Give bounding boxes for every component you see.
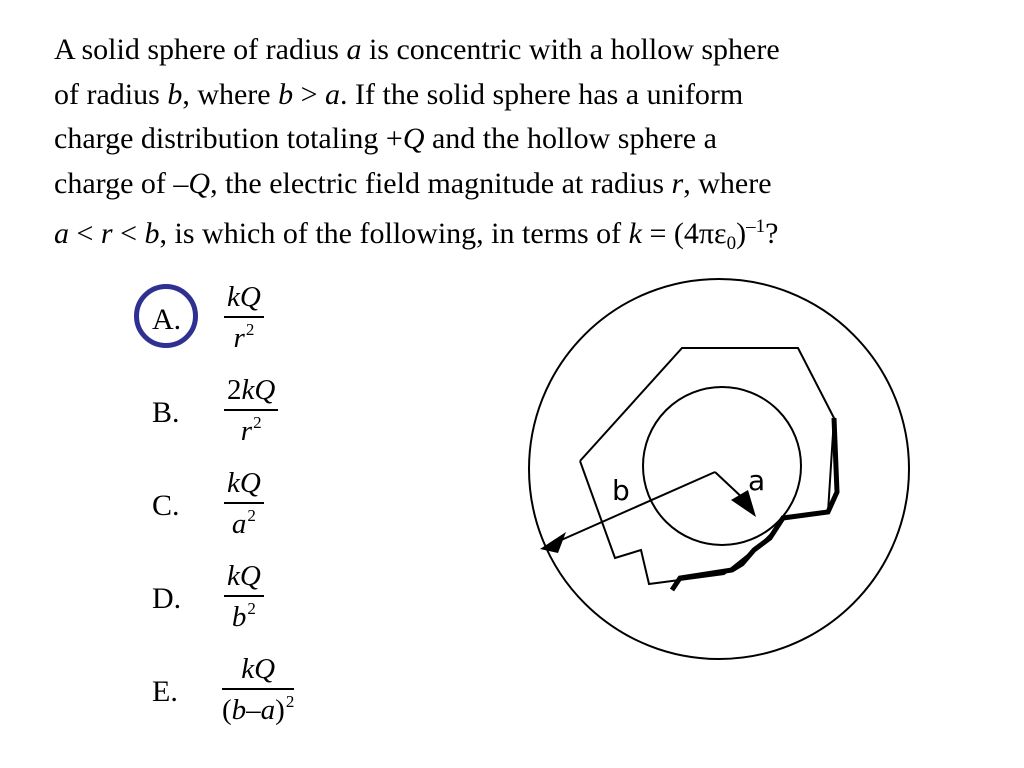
choice-e-formula: kQ $(b-a)^2$ — [222, 653, 295, 726]
hollow-sphere-circle — [529, 279, 909, 659]
question-line-5: a < r < b, is which of the following, in terms of $k = (4\pi\varepsilon_0)^{-1}$? — [54, 216, 779, 254]
choice-b-formula: 2kQ $r^2$ — [224, 373, 278, 448]
choice-b-letter: B. — [152, 396, 180, 429]
choice-c-letter: C. — [152, 489, 180, 522]
label-a: a — [748, 464, 766, 497]
choice-e-letter: E. — [152, 675, 178, 708]
question-line-1: A solid sphere of radius a is concentric with a hollow sphere — [54, 33, 780, 66]
concentric-spheres-diagram — [522, 278, 922, 678]
choice-a-letter: A. — [152, 303, 182, 336]
cutaway-shadow-edge — [672, 418, 837, 590]
choice-d-letter: D. — [152, 582, 182, 615]
label-b: b — [612, 474, 630, 507]
choice-d-formula: kQ $b^2$ — [224, 559, 264, 634]
choice-c-formula: kQ $a^2$ — [224, 466, 264, 541]
question-line-3: charge distribution totaling +Q and the hollow sphere a — [54, 122, 717, 155]
question-line-2: of radius b, where b > a. If the solid sphere has a uniform — [54, 77, 744, 111]
radius-b-line — [550, 472, 715, 545]
question-line-4: charge of –Q, the electric field magnitude at radius r, where — [54, 166, 772, 200]
solid-sphere-circle — [643, 387, 801, 545]
question-text — [54, 28, 994, 257]
choice-a-formula: kQ $r^2$ — [224, 280, 264, 355]
cutaway-outline — [580, 348, 834, 584]
